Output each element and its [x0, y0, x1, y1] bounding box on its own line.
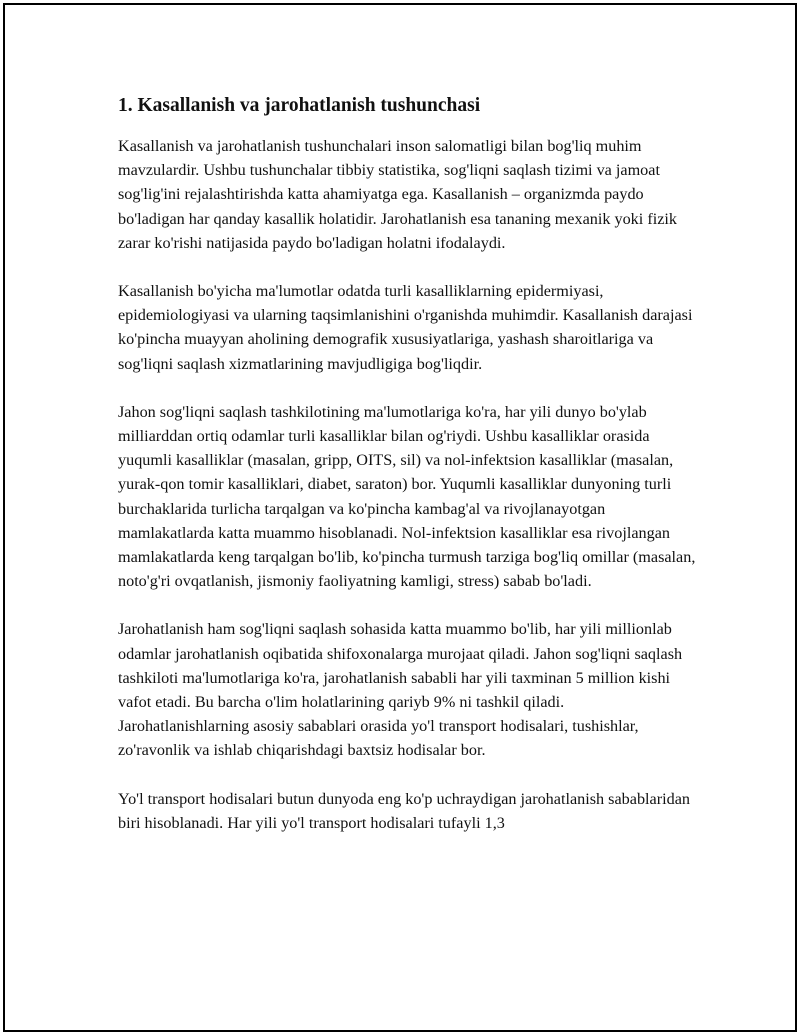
document-body — [118, 92, 698, 859]
paragraph: Jahon sog'liqni saqlash tashkilotining ma'lumotlariga ko'ra, har yili dunyo bo'ylab milliarddan ortiq odamlar turli kasalliklar bilan og'riydi. Ushbu kasalliklar orasida yuqumli kasalliklar (masalan, gripp, OITS, sil) va nol-infektsion kasalliklar (masalan, yurak-qon tomir kasalliklari, diabet, saraton) bor. Yuqumli kasalliklar dunyoning turli burchaklarida turlicha tarqalgan va ko'pincha kambag'al va rivojlanayotgan mamlakatlarda katta muammo hisoblanadi. Nol-infektsion kasalliklar esa rivojlangan mamlakatlarda keng tarqalgan bo'lib, ko'pincha turmush tarziga bog'liq omillar (masalan, noto'g'ri ovqatlanish, jismoniy faoliyatning kamligi, stress) sabab bo'ladi. — [118, 402, 696, 591]
paragraph: Jarohatlanish ham sog'liqni saqlash sohasida katta muammo bo'lib, har yili millionlab odamlar jarohatlanish oqibatida shifoxonalarga murojaat qiladi. Jahon sog'liqni saqlash tashkiloti ma'lumotlariga ko'ra, jarohatlanish sababli har yili taxminan 5 million kishi vafot etadi. Bu barcha o'lim holatlarining qariyb 9% ni tashkil qiladi. Jarohatlanishlarning asosiy sabablari orasida yo'l transport hodisalari, tushishlar, zo'ravonlik va ishlab chiqarishdagi baxtsiz hodisalar bor. — [118, 620, 683, 760]
paragraph: Kasallanish bo'yicha ma'lumotlar odatda turli kasalliklarning epidermiyasi, epidemiologiyasi va ularning taqsimlanishini o'rganishda muhimdir. Kasallanish darajasi ko'pincha muayyan aholining demografik xususiyatlariga, yashash sharoitlariga va sog'liqni saqlash xizmatlarining mavjudligiga bog'liqdir. — [118, 282, 693, 373]
section-heading: 1. Kasallanish va jarohatlanish tushunchasi — [118, 95, 481, 116]
paragraph: Yo'l transport hodisalari butun dunyoda eng ko'p uchraydigan jarohatlanish sabablaridan biri hisoblanadi. Har yili yo'l transport hodisalari tufayli 1,3 — [118, 789, 690, 832]
paragraph: Kasallanish va jarohatlanish tushunchalari inson salomatligi bilan bog'liq muhim mavzulardir. Ushbu tushunchalar tibbiy statistika, sog'liqni saqlash tizimi va jamoat sog'lig'ini rejalashtirishda katta ahamiyatga ega. Kasallanish – organizmda paydo bo'ladigan har qanday kasallik holatidir. Jarohatlanish esa tananing mexanik yoki fizik zarar ko'rishi natijasida paydo bo'ladigan holatni ifodalaydi. — [118, 137, 677, 252]
